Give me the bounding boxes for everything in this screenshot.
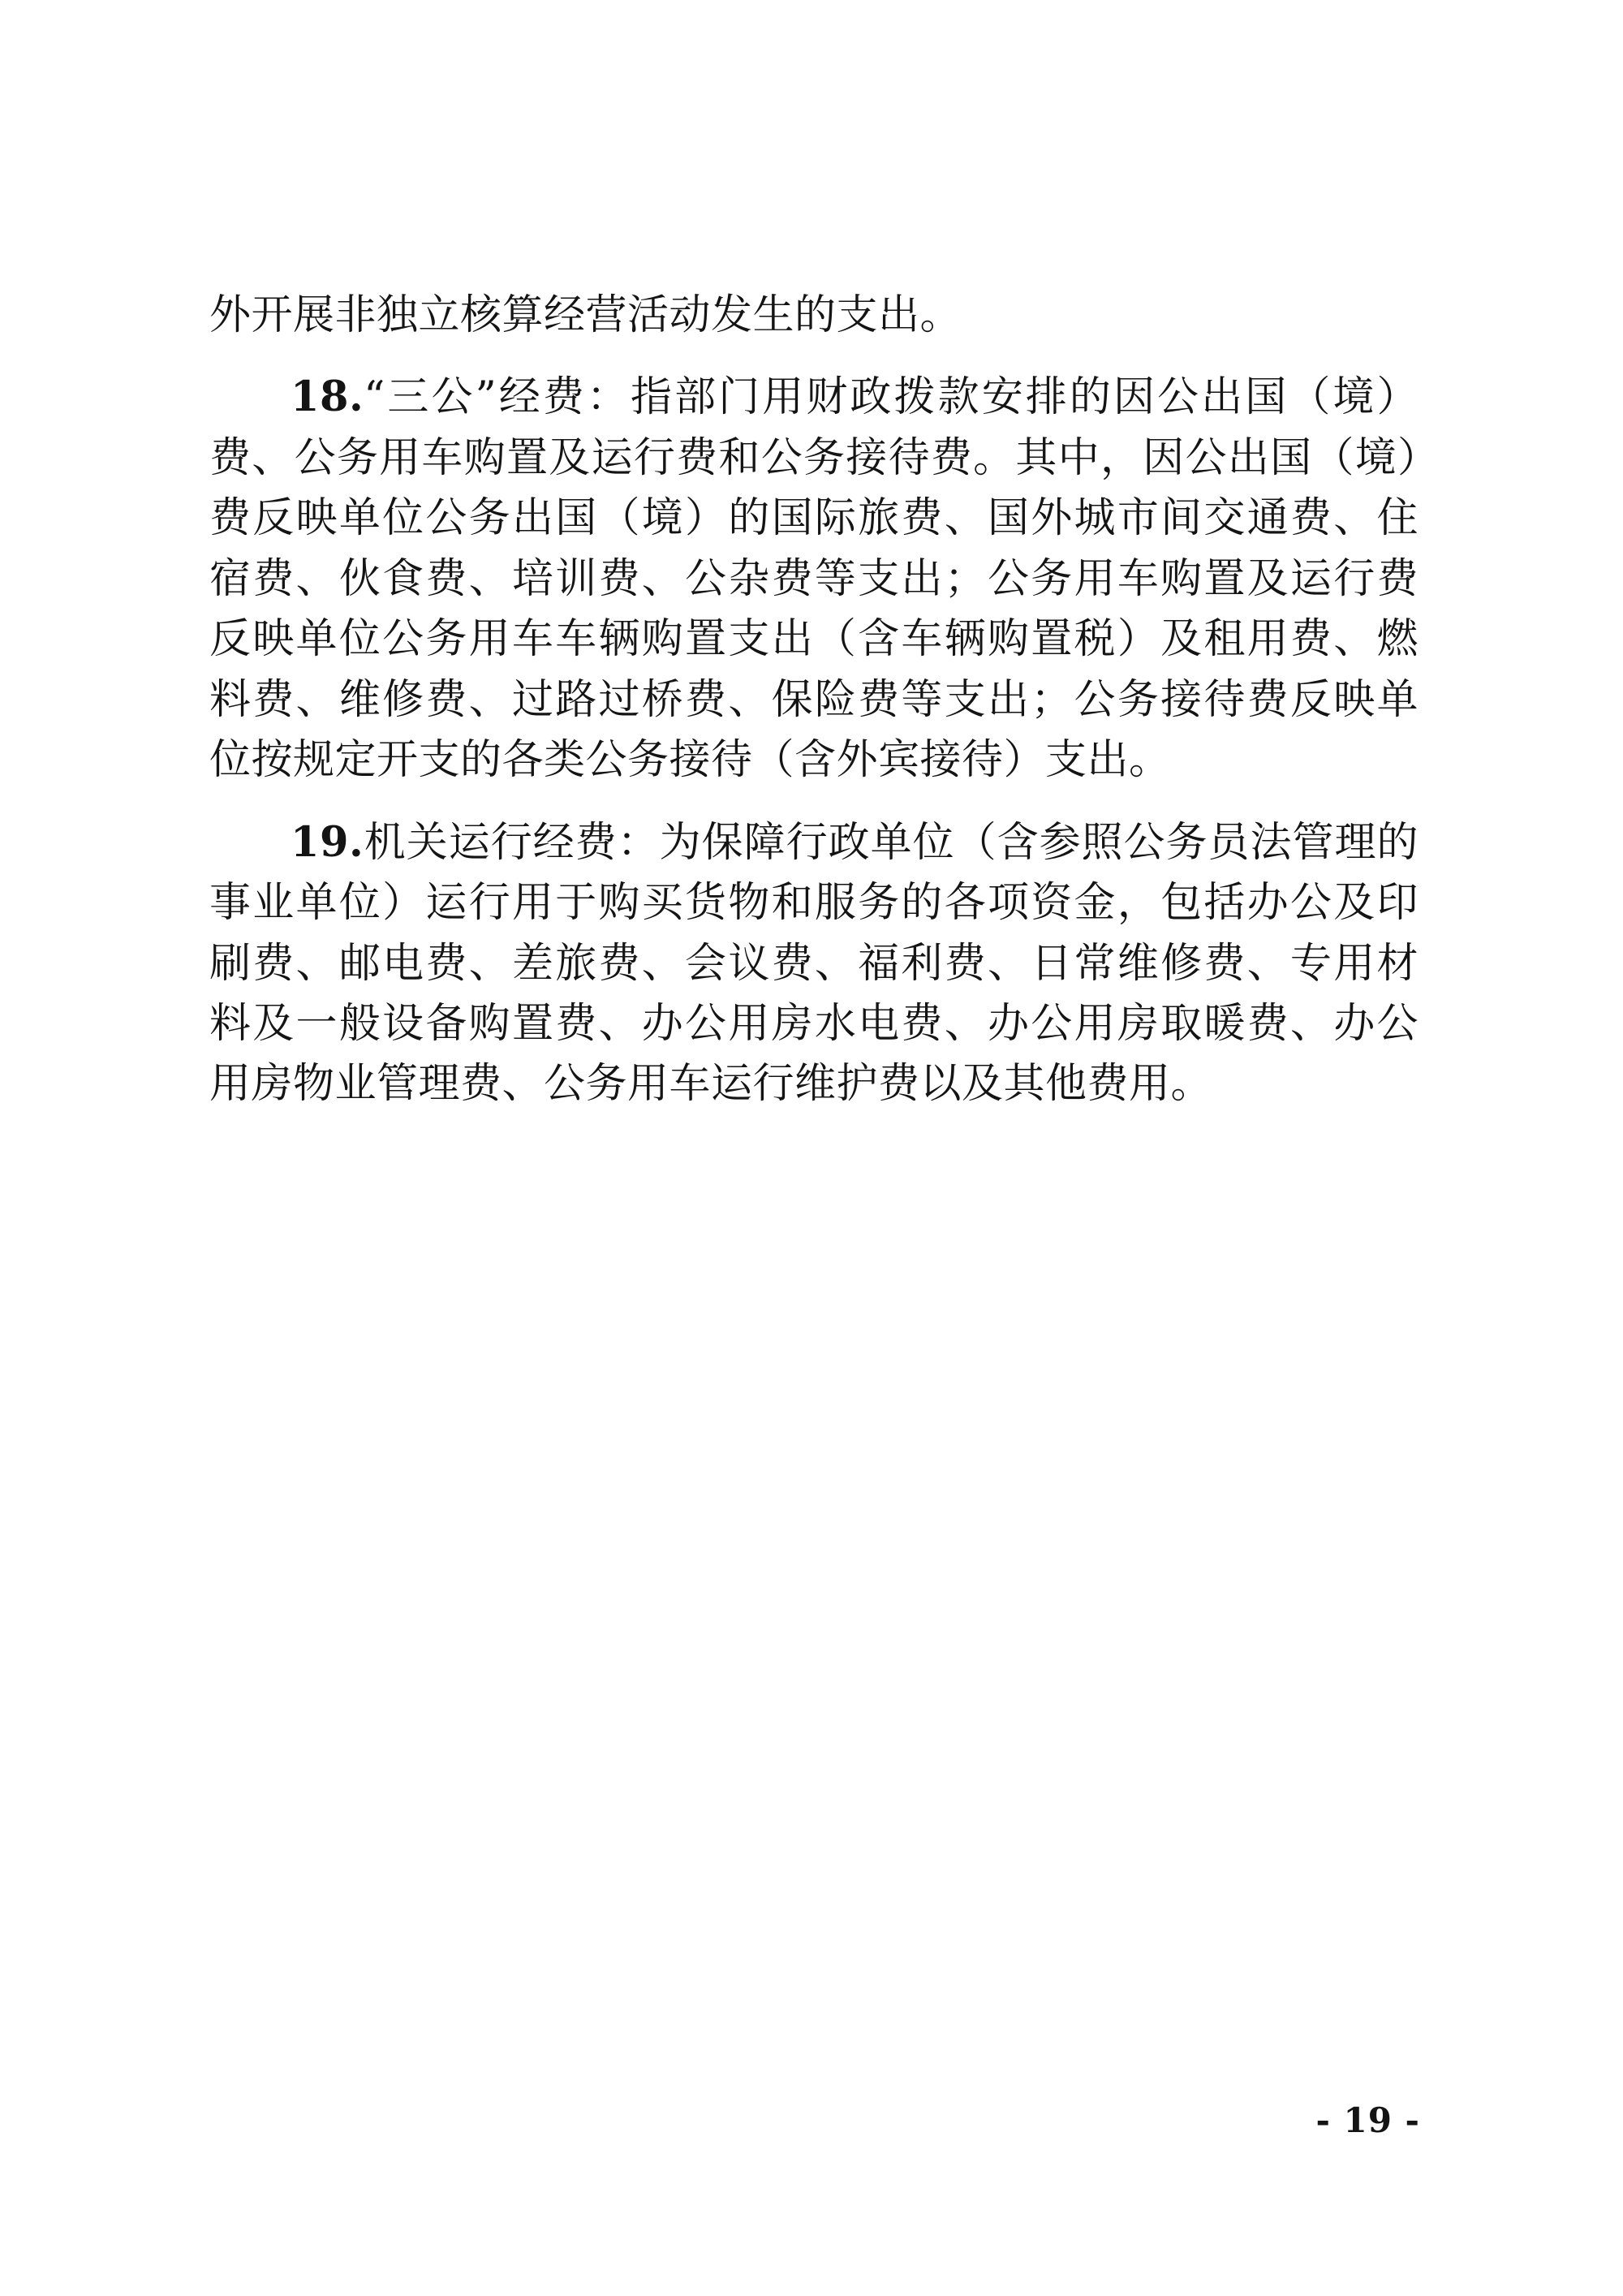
paragraph-number: 18. bbox=[291, 373, 364, 422]
page-body bbox=[209, 286, 1419, 1130]
paragraph-item-19 bbox=[209, 812, 1419, 1115]
paragraph-text: 外开展非独立核算经营活动发生的支出。 bbox=[209, 291, 962, 339]
paragraph-item-18 bbox=[209, 367, 1419, 790]
page-number: - 19 - bbox=[1315, 2100, 1420, 2140]
paragraph-number: 19. bbox=[291, 817, 364, 867]
paragraph-text: “三公”经费：指部门用财政拨款安排的因公出国（境）费、公务用车购置及运行费和公务接待费。其中，因公出国（境）费反映单位公务出国（境）的国际旅费、国外城市间交通费、住宿费、伙食费、培训费、公杂费等支出；公务用车购置及运行费反映单位公务用车车辆购置支出（含车辆购置税）及租用费、燃料费、维修费、过路过桥费、保险费等支出；公务接待费反映单位按规定开支的各类公务接待（含外宾接待）支出。 bbox=[209, 373, 1419, 785]
paragraph-continuation bbox=[209, 286, 1419, 346]
paragraph-text: 机关运行经费：为保障行政单位（含参照公务员法管理的事业单位）运行用于购买货物和服务的各项资金，包括办公及印刷费、邮电费、差旅费、会议费、福利费、日常维修费、专用材料及一般设备购置费、办公用房水电费、办公用房取暖费、办公用房物业管理费、公务用车运行维护费以及其他费用。 bbox=[209, 818, 1419, 1109]
